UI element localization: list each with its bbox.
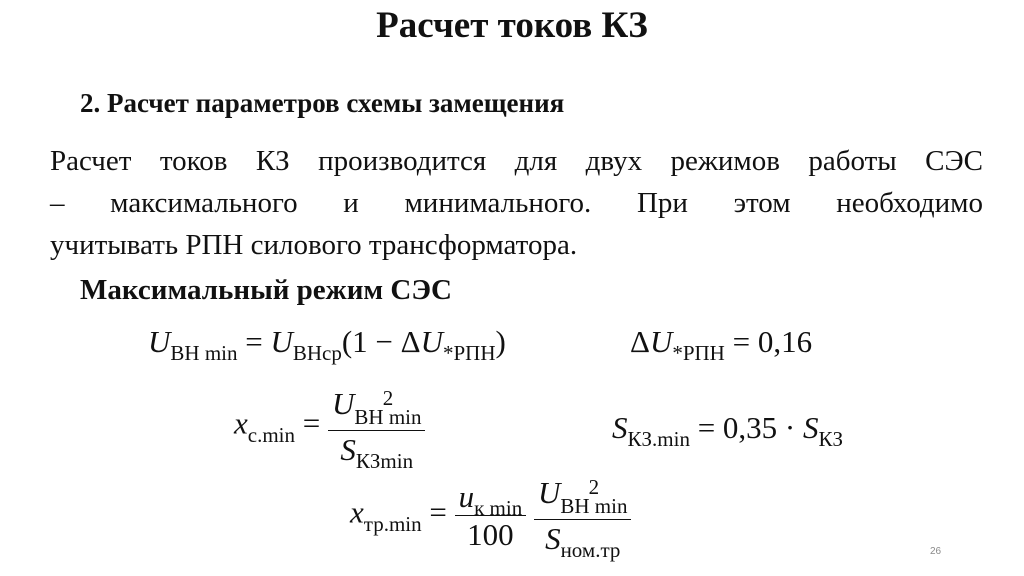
fraction [328,386,425,473]
formula-s-kz-min [612,410,844,451]
paragraph-line-2: – максимального и минимального. При этом необходимо [50,187,983,219]
formula-superscript: 2 [382,386,394,411]
fraction-numerator [455,478,527,520]
formula-supsub [560,475,628,518]
formula-subscript: КЗ [818,427,844,451]
formula-symbol: S [803,410,819,445]
formula-subscript: ВНср [292,341,342,365]
formula-symbol: x [350,494,364,530]
fraction [534,475,631,562]
formula-x-tr-min [350,475,631,562]
formula-symbol: U [332,386,355,421]
formula-symbol: U [649,324,673,359]
formula-subscript: ВН min [560,494,628,518]
intro-paragraph [50,140,983,266]
formula-subscript: ном.тр [560,537,621,562]
fraction-denominator: 100 [467,516,514,552]
formula-delta-u [630,324,813,365]
formula-u-bh-min [148,324,506,365]
formula-symbol: U [420,324,443,359]
fraction-numerator [328,388,425,431]
slide-title: Расчет токов КЗ [376,5,648,46]
paragraph-line-3: учитывать РПН силового трансформатора. [50,229,578,261]
fraction-denominator [328,431,425,473]
formula-xc-min [234,386,425,473]
formula-symbol: U [537,475,561,510]
formula-subscript: КЗ.min [627,427,690,451]
formula-subscript: тр.min [363,511,422,536]
formula-open-paren: (1 − Δ [341,324,421,359]
formula-close-paren: ) [495,324,506,359]
equals-sign: = [245,324,263,359]
formula-symbol: S [545,520,561,556]
formula-subscript: к min [474,495,523,520]
formula-symbol: U [148,324,171,359]
formula-symbol: x [234,405,248,441]
formula-superscript: 2 [588,475,600,500]
formula-symbol: U [270,324,293,359]
formula-subscript: ВН min [170,341,238,365]
fraction-denominator [534,520,631,562]
formula-subscript: КЗmin [355,448,414,473]
mode-heading: Максимальный режим СЭС [80,274,452,306]
delta-sign: Δ [630,324,650,359]
formula-supsub [354,386,422,429]
equals-sign: = [429,494,447,530]
formula-subscript: ВН min [354,405,422,429]
fraction-numerator [534,477,631,520]
formula-subscript: *РПН [672,341,725,365]
page-number: 26 [930,546,942,557]
formula-symbol: S [340,431,356,467]
fraction [455,478,527,552]
section-heading: 2. Расчет параметров схемы замещения [80,88,565,118]
formula-subscript: *РПН [443,341,496,365]
paragraph-line-1: Расчет токов КЗ производится для двух режимов работы СЭС [50,145,983,177]
equals-sign: = [302,405,321,441]
formula-subscript: с.min [247,422,296,447]
formula-symbol: S [612,410,628,445]
formula-value: = 0,16 [732,324,813,359]
formula-value: = 0,35 · [697,410,796,445]
formula-symbol: u [458,478,475,514]
